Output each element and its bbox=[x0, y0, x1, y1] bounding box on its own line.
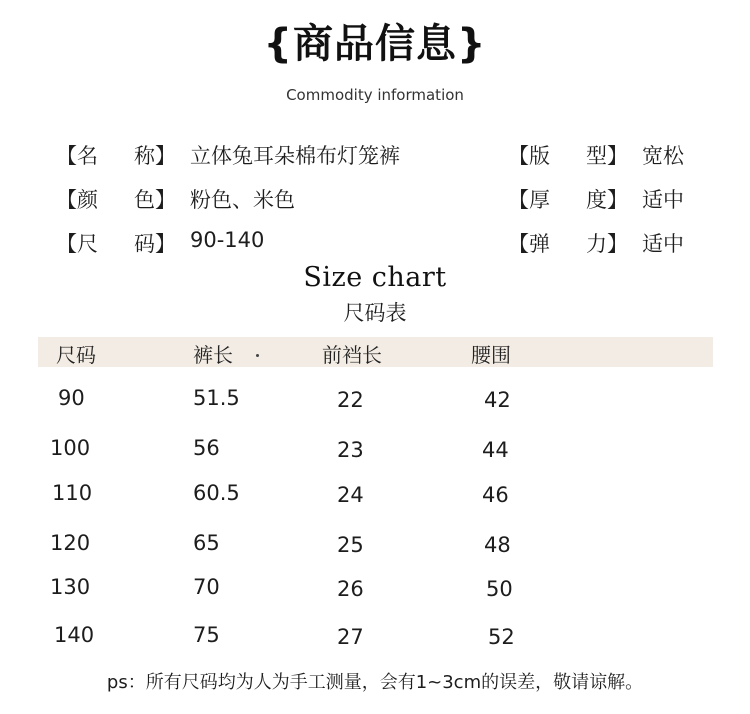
info-fit-key-close: 型】 bbox=[586, 144, 628, 168]
table-cell: 65 bbox=[193, 531, 220, 555]
table-cell: 46 bbox=[482, 483, 509, 507]
table-cell: 24 bbox=[337, 483, 364, 507]
table-cell: 26 bbox=[337, 577, 364, 601]
table-cell: 140 bbox=[54, 623, 95, 647]
size-chart-title-zh: 尺码表 bbox=[343, 301, 407, 325]
column-header-size: 尺码 bbox=[56, 343, 96, 367]
table-cell: 90 bbox=[58, 386, 85, 410]
info-name-key-close: 称】 bbox=[134, 144, 176, 168]
table-cell: 25 bbox=[337, 533, 364, 557]
info-size-value: 90-140 bbox=[190, 228, 265, 252]
info-elasticity-key-open: 【弹 bbox=[508, 232, 550, 256]
table-cell: 70 bbox=[193, 575, 220, 599]
table-cell: 22 bbox=[337, 388, 364, 412]
info-name-key-open: 【名 bbox=[56, 144, 98, 168]
column-header-waist: 腰围 bbox=[471, 343, 511, 367]
table-cell: 48 bbox=[484, 533, 511, 557]
size-chart-title-en: Size chart bbox=[303, 262, 447, 293]
table-cell: 56 bbox=[193, 436, 220, 460]
table-cell: 60.5 bbox=[193, 481, 240, 505]
page-subtitle: Commodity information bbox=[286, 86, 464, 104]
table-cell: 130 bbox=[50, 575, 91, 599]
info-elasticity-key-close: 力】 bbox=[586, 232, 628, 256]
column-header-pants-length: 裤长 bbox=[193, 343, 233, 367]
measurement-footnote: ps：所有尺码均为人为手工测量，会有1~3cm的误差，敬请谅解。 bbox=[106, 672, 644, 693]
table-cell: 50 bbox=[486, 577, 513, 601]
table-cell: 44 bbox=[482, 438, 509, 462]
table-cell: 52 bbox=[488, 625, 515, 649]
info-fit-key-open: 【版 bbox=[508, 144, 550, 168]
info-name-value: 立体兔耳朵棉布灯笼裤 bbox=[190, 144, 400, 168]
table-cell: 120 bbox=[50, 531, 91, 555]
table-cell: 75 bbox=[193, 623, 220, 647]
page-title: {商品信息} bbox=[263, 21, 487, 67]
info-elasticity-value: 适中 bbox=[642, 232, 684, 256]
table-cell: 100 bbox=[50, 436, 91, 460]
info-size-key-close: 码】 bbox=[134, 232, 176, 256]
info-thickness-key-open: 【厚 bbox=[508, 188, 550, 212]
info-color-key-open: 【颜 bbox=[56, 188, 98, 212]
info-thickness-key-close: 度】 bbox=[586, 188, 628, 212]
table-cell: 51.5 bbox=[193, 386, 240, 410]
table-cell: 27 bbox=[337, 625, 364, 649]
table-cell: 42 bbox=[484, 388, 511, 412]
table-cell: 110 bbox=[52, 481, 93, 505]
stray-dot bbox=[256, 354, 259, 357]
info-color-value: 粉色、米色 bbox=[190, 188, 295, 212]
column-header-front-rise: 前裆长 bbox=[322, 343, 382, 367]
info-fit-value: 宽松 bbox=[642, 144, 684, 168]
info-thickness-value: 适中 bbox=[642, 188, 684, 212]
table-cell: 23 bbox=[337, 438, 364, 462]
info-color-key-close: 色】 bbox=[134, 188, 176, 212]
info-size-key-open: 【尺 bbox=[56, 232, 98, 256]
